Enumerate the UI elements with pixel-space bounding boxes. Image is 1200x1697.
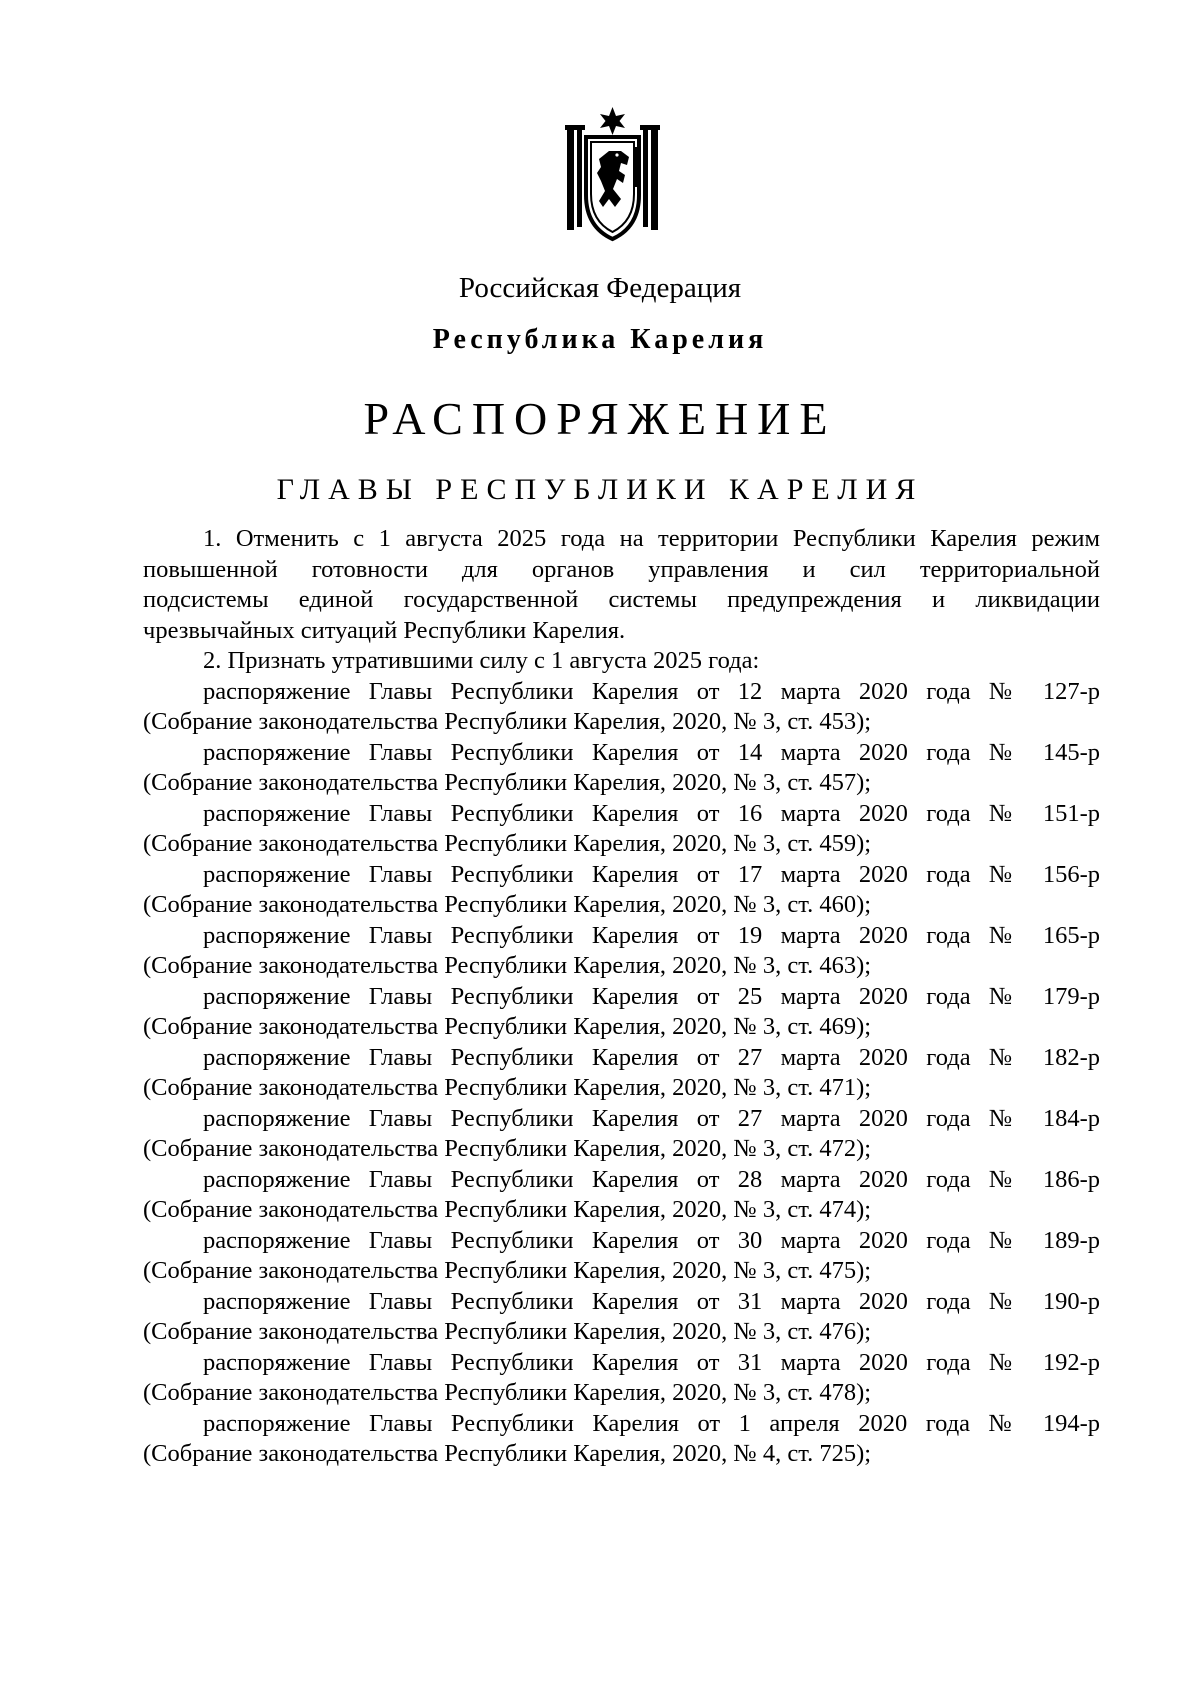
republic-title: Республика Карелия — [432, 324, 768, 355]
issuer-title: ГЛАВЫ РЕСПУБЛИКИ КАРЕЛИЯ — [276, 473, 924, 506]
order-line: распоряжение Главы Республики Карелия от 14 марта 2020 года № 145-р — [203, 738, 1100, 766]
item1-line: чрезвычайных ситуаций Республики Карелия. — [143, 616, 626, 644]
order-line: распоряжение Главы Республики Карелия от 31 марта 2020 года № 190-р — [203, 1287, 1100, 1315]
order-citation: (Собрание законодательства Республики Карелия, 2020, № 3, ст. 459); — [143, 830, 872, 857]
document-body — [143, 524, 1100, 1470]
order-line: распоряжение Главы Республики Карелия от 16 марта 2020 года № 151-р — [203, 799, 1100, 827]
order-citation: (Собрание законодательства Республики Карелия, 2020, № 4, ст. 725); — [143, 1440, 872, 1467]
document-type-title: РАСПОРЯЖЕНИЕ — [363, 393, 837, 444]
order-citation: (Собрание законодательства Республики Карелия, 2020, № 3, ст. 472); — [143, 1135, 872, 1162]
order-line: распоряжение Главы Республики Карелия от 17 марта 2020 года № 156-р — [203, 860, 1100, 888]
item1-line: повышенной готовности для органов управления и сил территориальной — [143, 555, 1100, 583]
order-line: распоряжение Главы Республики Карелия от 12 марта 2020 года № 127-р — [203, 677, 1100, 705]
order-line: распоряжение Главы Республики Карелия от 27 марта 2020 года № 182-р — [203, 1043, 1100, 1071]
order-citation: (Собрание законодательства Республики Карелия, 2020, № 3, ст. 471); — [143, 1074, 872, 1101]
order-citation: (Собрание законодательства Республики Карелия, 2020, № 3, ст. 476); — [143, 1318, 872, 1345]
order-citation: (Собрание законодательства Республики Карелия, 2020, № 3, ст. 474); — [143, 1196, 872, 1223]
order-line: распоряжение Главы Республики Карелия от 27 марта 2020 года № 184-р — [203, 1104, 1100, 1132]
order-citation: (Собрание законодательства Республики Карелия, 2020, № 3, ст. 475); — [143, 1257, 872, 1284]
order-line: распоряжение Главы Республики Карелия от 30 марта 2020 года № 189-р — [203, 1226, 1100, 1254]
order-line: распоряжение Главы Республики Карелия от 28 марта 2020 года № 186-р — [203, 1165, 1100, 1193]
item2-intro: 2. Признать утратившими силу с 1 августа 2025 года: — [203, 647, 760, 674]
order-citation: (Собрание законодательства Республики Карелия, 2020, № 3, ст. 460); — [143, 891, 872, 918]
order-citation: (Собрание законодательства Республики Карелия, 2020, № 3, ст. 478); — [143, 1379, 872, 1406]
order-citation: (Собрание законодательства Республики Карелия, 2020, № 3, ст. 469); — [143, 1013, 872, 1040]
coat-of-arms-karelia-icon — [565, 107, 660, 242]
order-line: распоряжение Главы Республики Карелия от 1 апреля 2020 года № 194-р — [203, 1409, 1100, 1437]
order-line: распоряжение Главы Республики Карелия от 31 марта 2020 года № 192-р — [203, 1348, 1100, 1376]
order-line: распоряжение Главы Республики Карелия от 19 марта 2020 года № 165-р — [203, 921, 1100, 949]
item1-line: подсистемы единой государственной системы предупреждения и ликвидации — [143, 586, 1100, 613]
order-citation: (Собрание законодательства Республики Карелия, 2020, № 3, ст. 453); — [143, 708, 872, 735]
item1-line: 1. Отменить с 1 августа 2025 года на территории Республики Карелия режим — [203, 525, 1100, 552]
federation-title: Российская Федерация — [458, 272, 742, 304]
order-citation: (Собрание законодательства Республики Карелия, 2020, № 3, ст. 463); — [143, 952, 872, 979]
order-citation: (Собрание законодательства Республики Карелия, 2020, № 3, ст. 457); — [143, 769, 872, 796]
order-line: распоряжение Главы Республики Карелия от 25 марта 2020 года № 179-р — [203, 982, 1100, 1010]
